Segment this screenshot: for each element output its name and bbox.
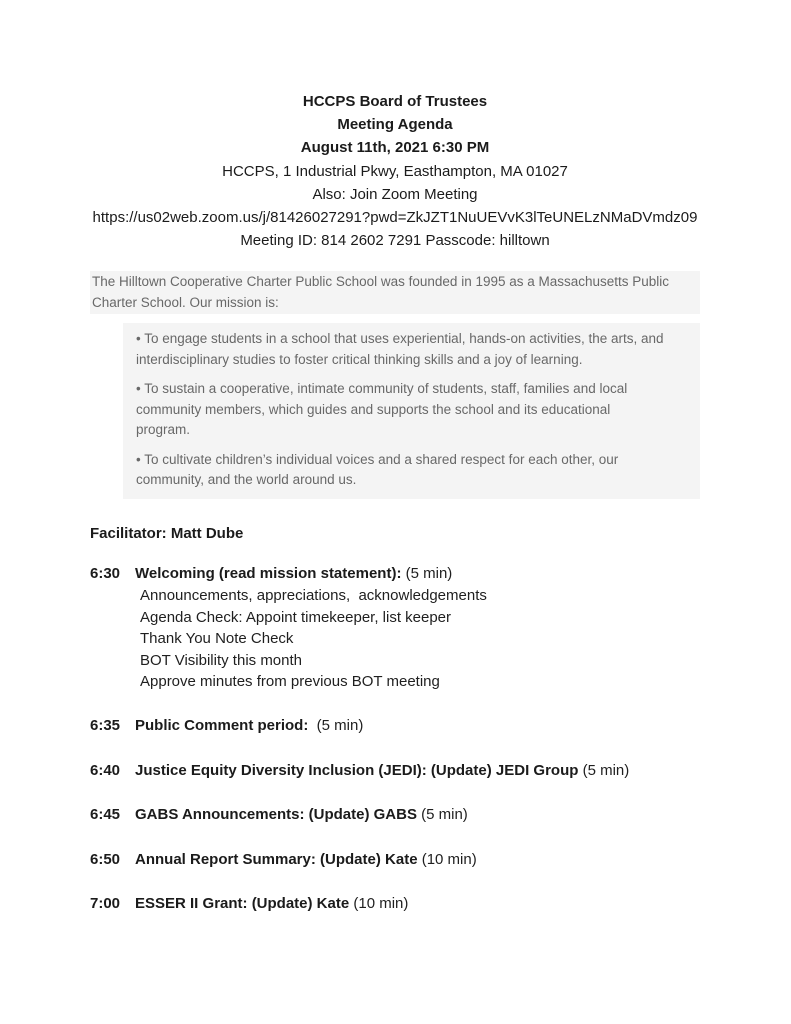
agenda-title: Annual Report Summary: (Update) Kate xyxy=(135,850,418,868)
agenda-subitem: Agenda Check: Appoint timekeeper, list keeper xyxy=(140,608,452,626)
agenda-item-public-comment xyxy=(90,715,700,737)
agenda-duration: (5 min) xyxy=(416,806,468,824)
meeting-id-passcode: Meeting ID: 814 2602 7291 Passcode: hilltown xyxy=(240,232,550,250)
mission-bullet-sustain xyxy=(136,379,692,441)
mission-bullet-block xyxy=(123,323,700,499)
meeting-datetime: August 11th, 2021 6:30 PM xyxy=(300,139,490,157)
zoom-meeting-url: https://us02web.zoom.us/j/81426027291?pwd=ZkJZT1NuUEVvK3lTeUNELzNMaDVmdz09 xyxy=(92,209,698,227)
bullet-line: community members, which guides and supports the school and its educational xyxy=(136,401,611,417)
agenda-item-jedi xyxy=(90,760,700,782)
agenda-duration: (5 min) xyxy=(308,717,364,735)
agenda-body xyxy=(135,563,452,585)
mission-intro-paragraph xyxy=(90,271,700,314)
agenda-time: 6:30 xyxy=(90,564,121,582)
agenda-subitem: Approve minutes from previous BOT meeting xyxy=(140,673,440,691)
bullet-line: • To engage students in a school that uses experiential, hands-on activities, the arts, and xyxy=(136,331,664,347)
agenda-item-annual-report xyxy=(90,849,700,871)
bullet-line: interdisciplinary studies to foster critical thinking skills and a joy of learning. xyxy=(136,351,583,367)
agenda-duration: (5 min) xyxy=(578,761,630,779)
agenda-title: ESSER II Grant: (Update) Kate xyxy=(135,895,350,913)
agenda-title-line xyxy=(135,804,468,826)
agenda-duration: (5 min) xyxy=(401,564,453,582)
agenda-time: 7:00 xyxy=(90,895,121,913)
mission-intro-line: The Hilltown Cooperative Charter Public School was founded in 1995 as a Massachusetts Public xyxy=(92,274,670,290)
agenda-title: Welcoming (read mission statement): xyxy=(135,564,402,582)
agenda-time: 6:40 xyxy=(90,761,121,779)
agenda-item-esser-grant xyxy=(90,893,700,915)
agenda-time: 6:50 xyxy=(90,850,121,868)
mission-intro-line: Charter School. Our mission is: xyxy=(92,294,279,310)
bullet-line: • To sustain a cooperative, intimate community of students, staff, families and local xyxy=(136,381,628,397)
agenda-time: 6:35 xyxy=(90,717,121,735)
agenda-subitem: BOT Visibility this month xyxy=(140,651,303,669)
agenda-title-line xyxy=(135,849,477,871)
agenda-item-gabs xyxy=(90,804,700,826)
document-header xyxy=(90,90,700,252)
agenda-title-line xyxy=(135,893,408,915)
agenda-title-line xyxy=(135,760,629,782)
agenda-title-line xyxy=(135,715,363,737)
zoom-meeting-note: Also: Join Zoom Meeting xyxy=(312,185,478,203)
bullet-line: community, and the world around us. xyxy=(136,472,357,488)
agenda-title: GABS Announcements: (Update) GABS xyxy=(135,806,417,824)
agenda-duration: (10 min) xyxy=(417,850,477,868)
mission-bullet-cultivate xyxy=(136,450,692,491)
bullet-line: • To cultivate children’s individual voices and a shared respect for each other, our xyxy=(136,451,619,467)
meeting-location: HCCPS, 1 Industrial Pkwy, Easthampton, MA 01027 xyxy=(222,162,568,180)
agenda-time: 6:45 xyxy=(90,806,121,824)
agenda-subitem: Announcements, appreciations, acknowledgements xyxy=(140,586,487,604)
bullet-line: program. xyxy=(136,422,191,438)
document-title: HCCPS Board of Trustees xyxy=(302,93,488,110)
document-subtitle: Meeting Agenda xyxy=(337,116,453,134)
agenda-subitems-welcoming xyxy=(140,585,700,693)
agenda-title-line xyxy=(135,563,452,585)
agenda-subitem: Thank You Note Check xyxy=(140,630,294,648)
agenda-title: Justice Equity Diversity Inclusion (JEDI): (Update) JEDI Group xyxy=(135,761,579,779)
agenda-item-welcoming xyxy=(90,563,700,585)
agenda-list xyxy=(90,563,700,915)
agenda-duration: (10 min) xyxy=(349,895,409,913)
agenda-title: Public Comment period: xyxy=(135,717,309,735)
facilitator-line: Facilitator: Matt Dube xyxy=(90,524,244,542)
mission-bullet-engage xyxy=(136,329,692,370)
